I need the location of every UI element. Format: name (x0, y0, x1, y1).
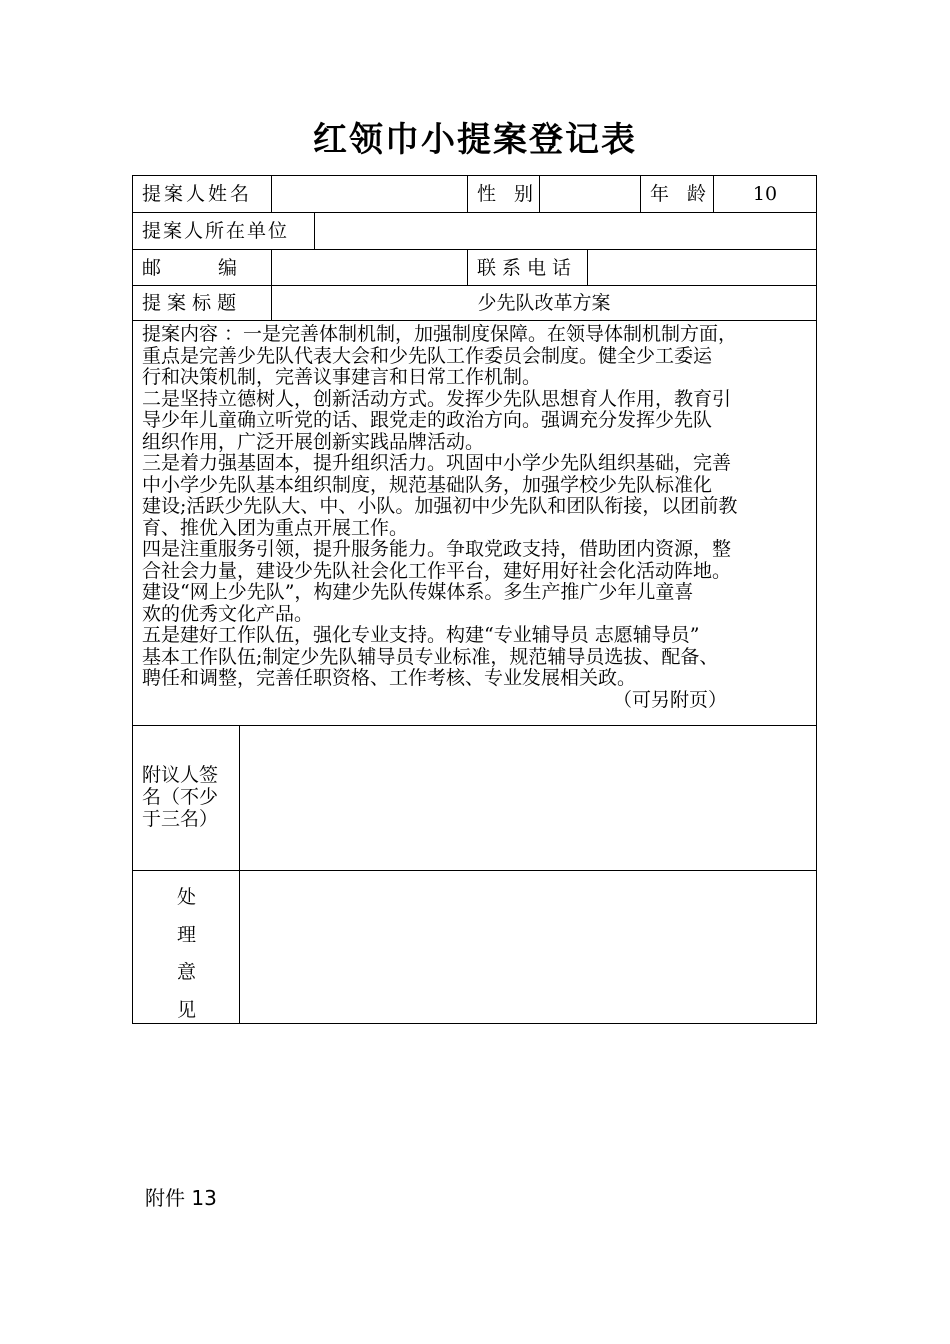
gender-field[interactable] (540, 176, 641, 213)
age-field[interactable]: 10 (714, 176, 816, 213)
content-line: 基本工作队伍;制定少先队辅导员专业标准，规范辅导员选拔、配备、 (142, 645, 719, 668)
content-line: 合社会力量，建设少先队社会化工作平台，建好用好社会化活动阵地。 (142, 559, 732, 582)
handling-label-cell (133, 871, 240, 1023)
handling-field[interactable] (240, 871, 816, 1023)
age-label: 年 龄 (641, 176, 714, 213)
content-line: 重点是完善少先队代表大会和少先队工作委员会制度。健全少工委运 (142, 344, 713, 367)
content-line: 导少年儿童确立听党的话、跟党走的政治方向。强调充分发挥少先队 (142, 409, 713, 431)
proposal-form-table (132, 175, 817, 1024)
content-line: 欢的优秀文化产品。 (142, 602, 314, 625)
phone-label: 联系电话 (468, 250, 588, 286)
cosign-label-line: 于三名） (142, 808, 219, 830)
supplement-note: （可另附页） (612, 688, 727, 711)
content-line: 中小学少先队基本组织制度，规范基础队务，加强学校少先队标准化 (142, 473, 713, 496)
cosign-label-line: 附议人签 (142, 764, 219, 786)
proposer-name-label: 提案人姓名 (133, 176, 272, 213)
proposal-content (133, 321, 816, 726)
content-line: 育、推优入团为重点开展工作。 (142, 516, 409, 539)
content-line: 建设“网上少先队”，构建少先队传媒体系。多生产推广少年儿童喜 (142, 581, 694, 603)
proposer-unit-field[interactable] (315, 213, 816, 250)
handling-label-char: 意 (177, 961, 197, 983)
postcode-label: 邮 编 (133, 250, 272, 286)
cosign-label-line: 名（不少 (142, 786, 219, 808)
handling-label-char: 处 (177, 886, 197, 908)
gender-label: 性 别 (468, 176, 540, 213)
form-title: 红领巾小提案登记表 (313, 120, 637, 160)
subject-label: 提 案 标 题 (133, 286, 272, 321)
handling-label-char: 理 (177, 923, 197, 946)
content-line: 聘任和调整，完善任职资格、工作考核、专业发展相关政。 (142, 667, 637, 689)
attachment-label: 附件 13 (145, 1186, 217, 1210)
handling-label-char: 见 (177, 998, 197, 1021)
subject-field[interactable]: 少先队改革方案 (272, 286, 816, 321)
content-line: 三是着力强基固本，提升组织活力。巩固中小学少先队组织基础，完善 (142, 452, 732, 474)
content-line: 建设;活跃少先队大、中、小队。加强初中少先队和团队衔接，以团前教 (142, 495, 738, 517)
proposer-name-field[interactable] (272, 176, 468, 213)
content-line: 五是建好工作队伍，强化专业支持。构建“专业辅导员 志愿辅导员” (142, 624, 700, 646)
content-line: 提案内容 ：一是完善体制机制，加强制度保障。在领导体制机制方面， (142, 323, 738, 345)
content-line: 行和决策机制，完善议事建言和日常工作机制。 (142, 366, 542, 388)
postcode-field[interactable] (272, 250, 468, 286)
cosign-label-cell (133, 726, 240, 871)
phone-field[interactable] (588, 250, 816, 286)
content-line: 组织作用，广泛开展创新实践品牌活动。 (142, 430, 485, 453)
content-line: 二是坚持立德树人，创新活动方式。发挥少先队思想育人作用，教育引 (142, 387, 732, 410)
cosign-field[interactable] (240, 726, 816, 871)
content-line: 四是注重服务引领，提升服务能力。争取党政支持，借助团内资源，整 (142, 538, 732, 560)
proposer-unit-label: 提案人所在单位 (133, 213, 315, 250)
